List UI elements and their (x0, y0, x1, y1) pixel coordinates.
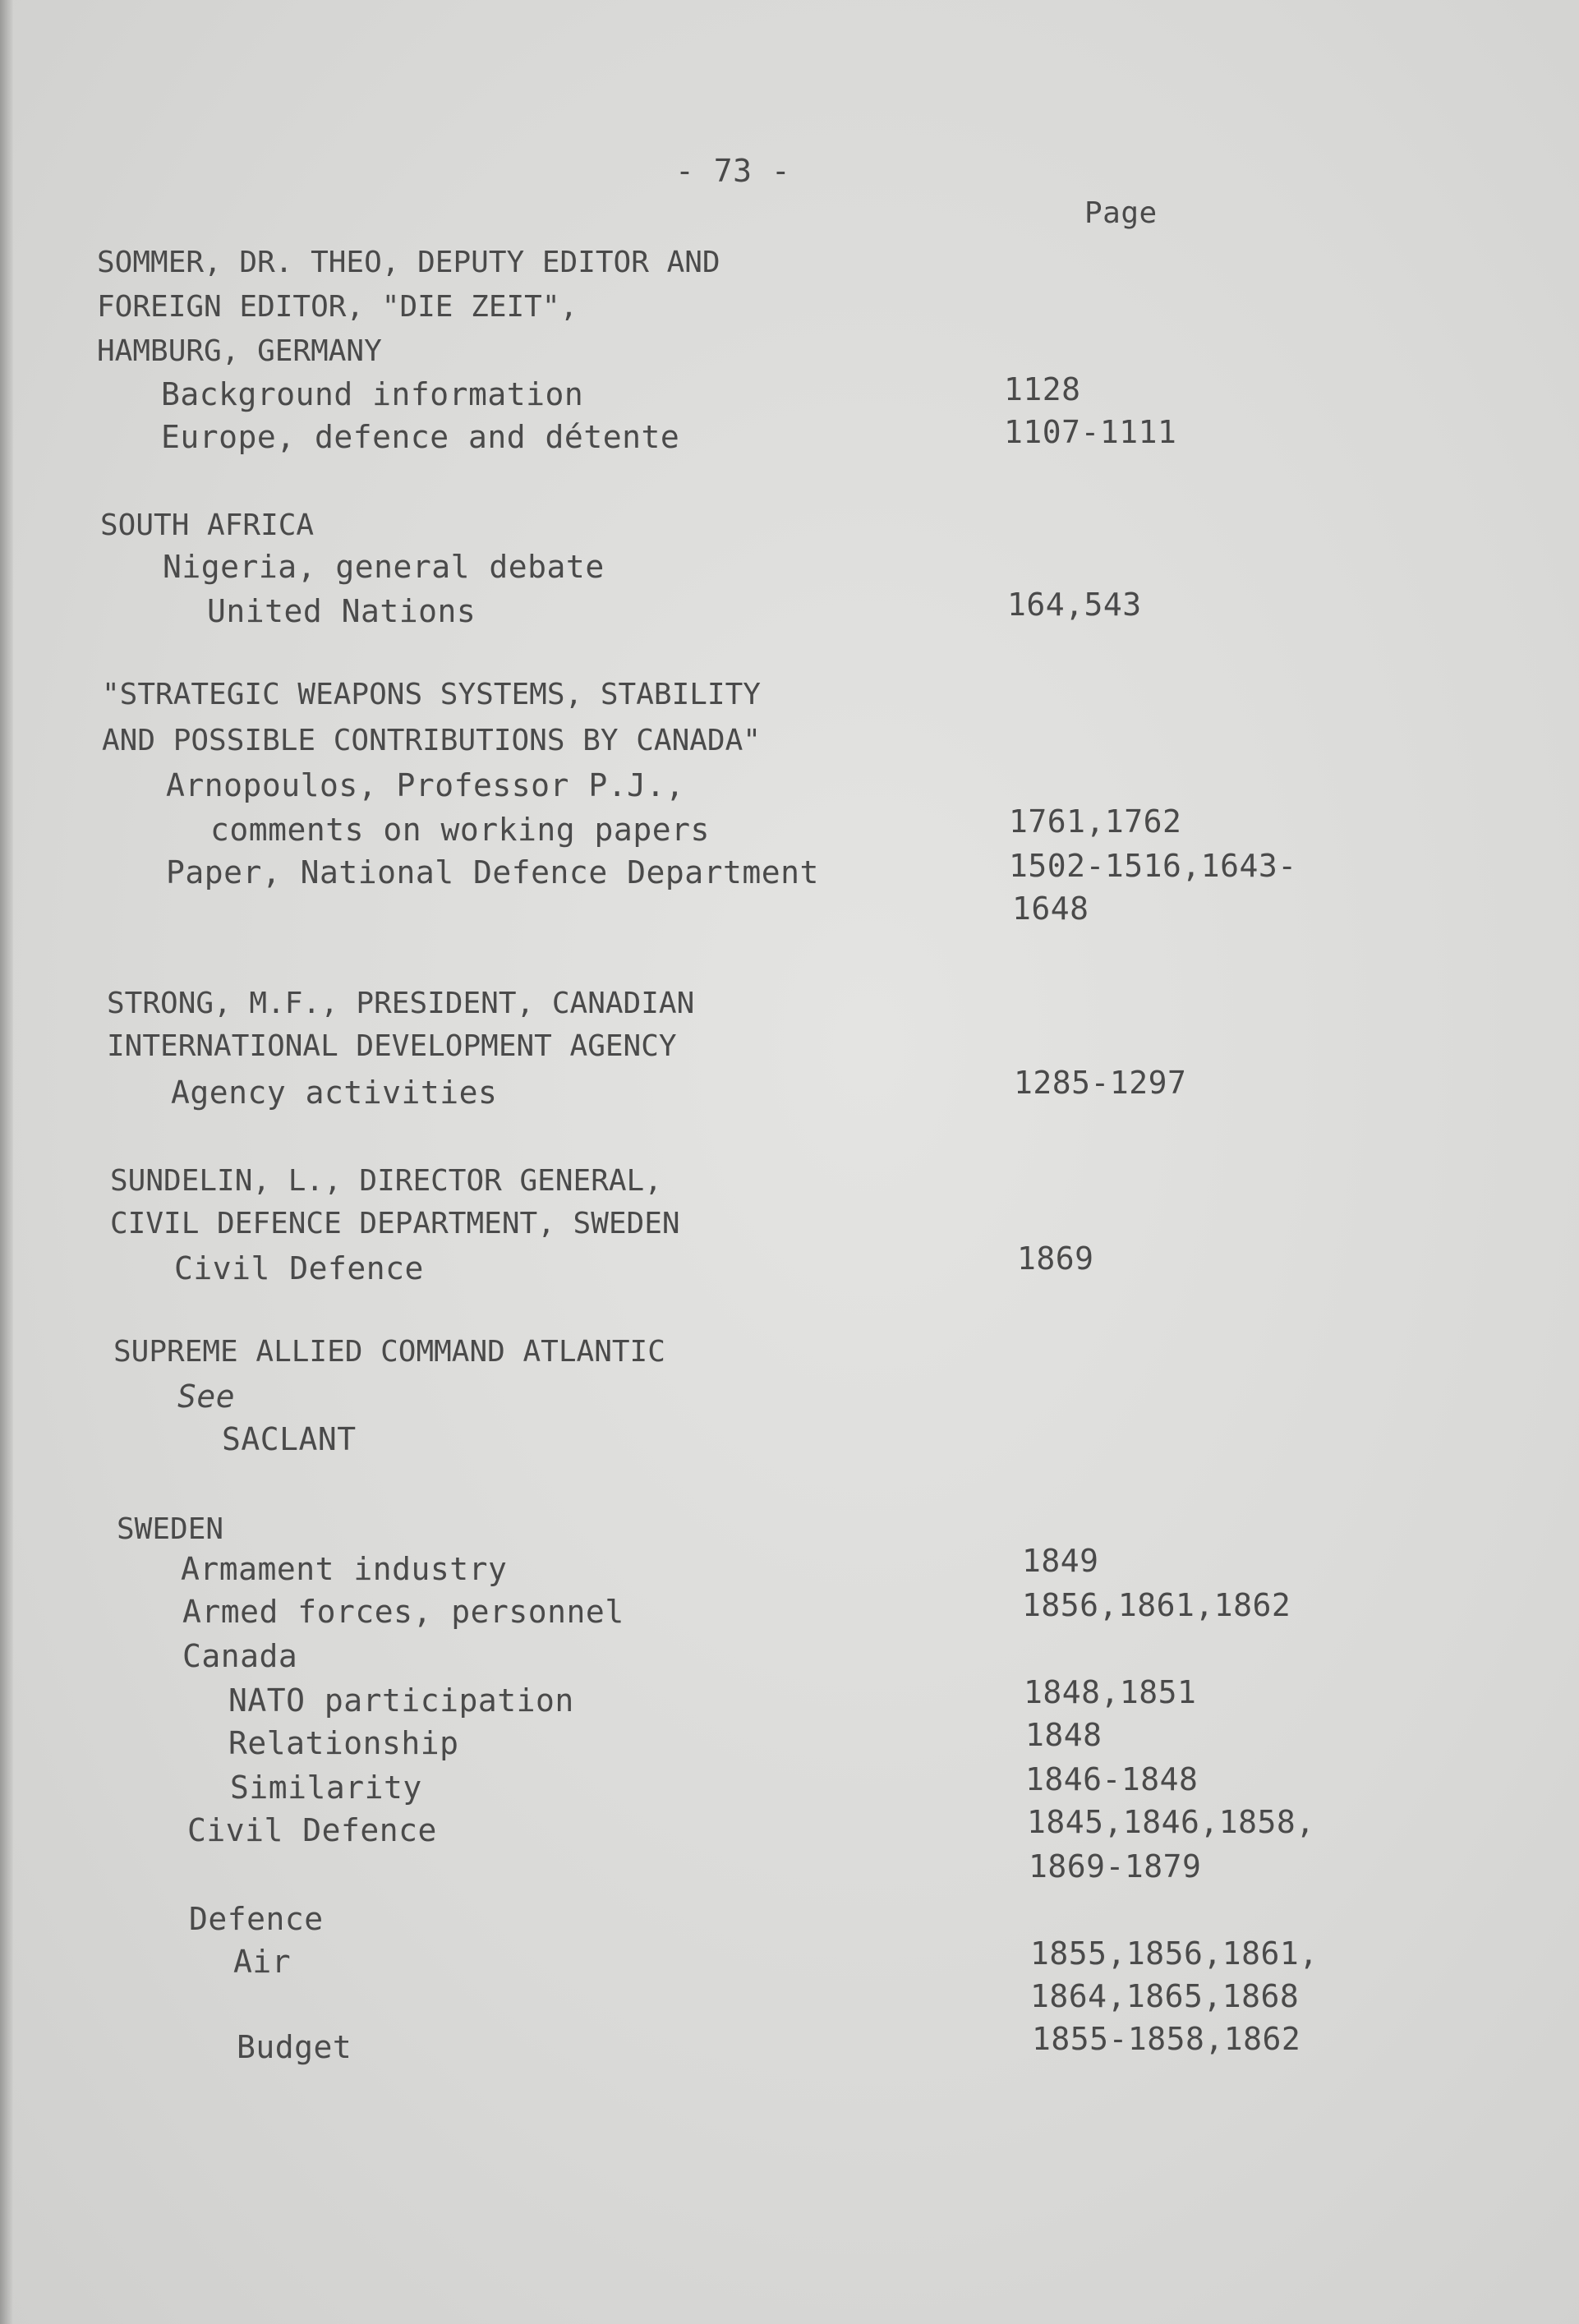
entry-heading: "STRATEGIC WEAPONS SYSTEMS, STABILITY (102, 678, 761, 711)
entry-pages: 164,543 (1007, 587, 1142, 623)
entry-subheading: Paper, National Defence Department (166, 854, 819, 890)
entry-subheading: Armed forces, personnel (182, 1594, 624, 1630)
entry-heading: STRONG, M.F., PRESIDENT, CANADIAN (107, 987, 695, 1020)
entry-heading: SOMMER, DR. THEO, DEPUTY EDITOR AND (97, 246, 720, 279)
entry-pages: 1869 (1017, 1240, 1094, 1277)
entry-pages: 1849 (1022, 1543, 1099, 1579)
entry-pages: 1855,1856,1861, (1030, 1935, 1319, 1972)
entry-subheading: United Nations (207, 593, 476, 629)
entry-subheading: Civil Defence (187, 1812, 437, 1848)
entry-pages-continued: 1864,1865,1868 (1030, 1978, 1300, 2014)
entry-pages-continued: 1648 (1012, 890, 1089, 927)
entry-pages: 1845,1846,1858, (1027, 1804, 1315, 1840)
entry-pages: 1107-1111 (1004, 414, 1177, 450)
entry-pages-continued: 1869-1879 (1029, 1848, 1202, 1885)
see-reference-target: SACLANT (222, 1421, 357, 1457)
entry-heading: HAMBURG, GERMANY (97, 334, 382, 368)
entry-subheading: Arnopoulos, Professor P.J., (166, 767, 685, 803)
page-column-label: Page (1084, 196, 1158, 230)
entry-pages: 1285-1297 (1014, 1065, 1187, 1101)
entry-heading: FOREIGN EDITOR, "DIE ZEIT", (97, 290, 578, 324)
entry-pages: 1128 (1004, 371, 1081, 407)
entry-heading: SUPREME ALLIED COMMAND ATLANTIC (113, 1335, 665, 1369)
page-number: - 73 - (675, 153, 791, 189)
entry-subheading: comments on working papers (210, 812, 710, 848)
entry-subheading: Air (233, 1944, 292, 1980)
entry-subheading: Canada (182, 1638, 298, 1674)
entry-pages: 1761,1762 (1009, 803, 1182, 840)
entry-subheading: Nigeria, general debate (163, 549, 605, 585)
entry-heading: CIVIL DEFENCE DEPARTMENT, SWEDEN (110, 1207, 680, 1240)
entry-subheading: Civil Defence (174, 1250, 424, 1286)
entry-heading: AND POSSIBLE CONTRIBUTIONS BY CANADA" (102, 724, 761, 757)
entry-pages: 1855-1858,1862 (1032, 2021, 1301, 2057)
entry-pages: 1856,1861,1862 (1022, 1587, 1291, 1623)
entry-subheading: Armament industry (181, 1551, 508, 1587)
entry-heading: SWEDEN (117, 1512, 224, 1546)
entry-pages: 1502-1516,1643- (1009, 848, 1297, 884)
entry-subheading: Budget (237, 2029, 352, 2065)
entry-subheading: Europe, defence and détente (161, 419, 680, 455)
entry-subheading: Background information (161, 376, 584, 412)
entry-subheading: NATO participation (228, 1682, 574, 1719)
entry-pages: 1848,1851 (1024, 1674, 1197, 1710)
entry-pages: 1848 (1025, 1717, 1103, 1753)
entry-pages: 1846-1848 (1025, 1761, 1199, 1797)
page-edge-shadow (0, 0, 13, 2324)
entry-heading: INTERNATIONAL DEVELOPMENT AGENCY (107, 1029, 677, 1063)
see-reference-label: See (177, 1378, 236, 1415)
entry-heading: SOUTH AFRICA (100, 509, 315, 542)
entry-heading: SUNDELIN, L., DIRECTOR GENERAL, (110, 1164, 662, 1198)
entry-subheading: Agency activities (171, 1075, 498, 1111)
entry-subheading: Similarity (230, 1769, 422, 1806)
entry-subheading: Defence (189, 1901, 324, 1937)
entry-subheading: Relationship (228, 1725, 459, 1761)
